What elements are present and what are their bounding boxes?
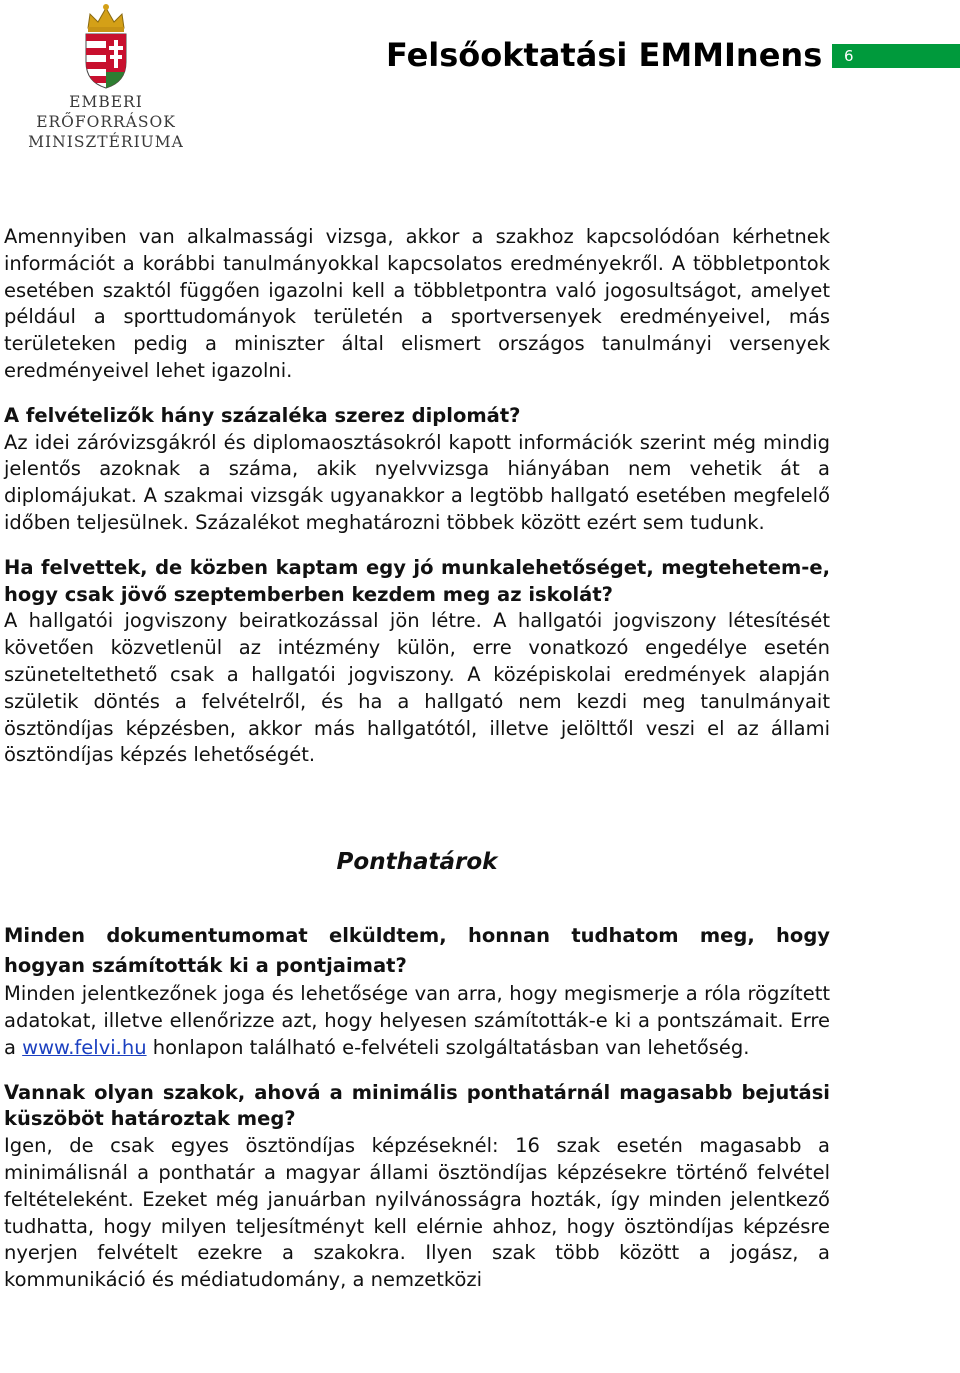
felvi-link[interactable]: www.felvi.hu: [22, 1035, 147, 1059]
document-body: [4, 224, 830, 1294]
page-number-badge: 6: [832, 44, 960, 68]
question-defer-start: Ha felvettek, de közben kaptam egy jó munkalehetőséget, megtehetem-e, hogy csak jövő szeptemberben kezdem meg az iskolát?: [4, 555, 830, 606]
answer-higher-threshold: Igen, de csak egyes ösztöndíjas képzéseknél: 16 szak esetén magasabb a minimálisnál a ponthatár a magyar állami ösztöndíjas képzésekre történő felvétel feltételeként. Ezeket még januárban nyilvánosságra hozták, így minden jelentkező tudhatta, hogy milyen teljesítményt kell elérnie ahhoz, hogy ösztöndíjas képzésre nyerjen felvételt ezekre a szakokra. Ilyen szak több között a jogász, a kommunikáció és médiatudomány, a nemzetközi: [4, 1134, 830, 1292]
document-title: Felsőoktatási EMMInens: [386, 36, 823, 74]
answer-diploma-rate: Az idei záróvizsgákról és diplomaosztásokról kapott információk szerint még mindig jelentős azoknak a száma, akik nyelvvizsga hiányában nem vehetik át a diplomájukat. A szakmai vizsgák ugyanakkor a legtöbb hallgató esetében megfelelő időben teljesülnek. Százalékot meghatározni többek között ezért sem tudunk.: [4, 430, 830, 534]
coat-of-arms-icon: [78, 2, 134, 90]
section-title-ponthatarok: Ponthatárok: [336, 849, 498, 876]
answer-points-text-after: honlapon található e-felvételi szolgáltatásban van lehetőség.: [146, 1035, 750, 1059]
ministry-name-line1: EMBERI ERŐFORRÁSOK: [36, 93, 176, 131]
question-higher-threshold: Vannak olyan szakok, ahová a minimális ponthatárnál magasabb bejutási küszöböt határoztak meg?: [4, 1080, 830, 1131]
answer-points-calculation: [4, 981, 830, 1061]
question-diploma-rate: A felvételizők hány százaléka szerez diplomát?: [4, 403, 521, 427]
ministry-name: [6, 92, 206, 152]
answer-points-text-before: Minden jelentkezőnek joga és lehetősége van arra, hogy megismerje a róla rögzített adatokat, illetve ellenőrizze azt, hogy helyesen számították-e ki a pontszámait. Erre a: [4, 982, 830, 1059]
ministry-name-line2: MINISZTÉRIUMA: [28, 133, 184, 151]
paragraph-intro: Amennyiben van alkalmassági vizsga, akkor a szakhoz kapcsolódóan kérhetnek információt a korábbi tanulmányokkal kapcsolatos eredményekről. A többletpontok esetében szaktól függően igazolni kell a többletpontra való jogosultságot, amelyet például a sporttudományok területén a sportversenyek eredményeivel, más területeken pedig a miniszter által elismert országos tanulmányi versenyek eredményeivel lehet igazolni.: [4, 225, 830, 382]
answer-defer-start: A hallgatói jogviszony beiratkozással jön létre. A hallgatói jogviszony létesítését követően közvetlenül az intézmény külön, erre vonatkozó engedélye esetén szüneteltethető csak a hallgatói jogviszony. A középiskolai eredmények alapján születik döntés a felvételről, és ha a hallgató nem kezdi meg tanulmányait ösztöndíjas képzésben, akkor más hallgatótól, illetve jelölttől veszi el az állami ösztöndíjas képzés lehetőségét.: [4, 609, 830, 767]
ministry-logo: [0, 0, 210, 151]
question-points-calculation: Minden dokumentumomat elküldtem, honnan tudhatom meg, hogy hogyan számították ki a pontjaimat?: [4, 924, 830, 978]
